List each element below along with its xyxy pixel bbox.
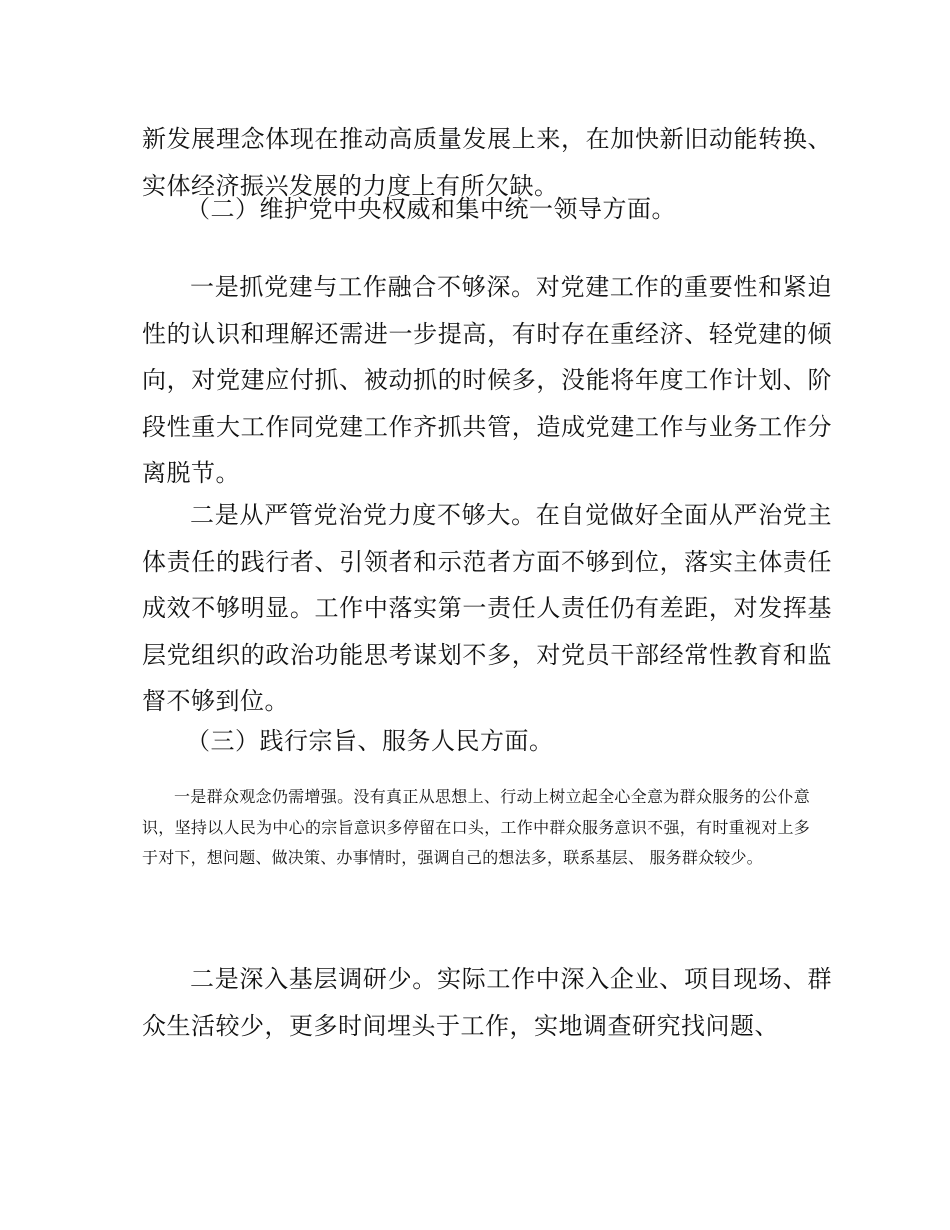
section-heading-3: （三）践行宗旨、服务人民方面。 <box>186 727 554 755</box>
paragraph-grassroots-research: 二是深入基层调研少。实际工作中深入企业、项目现场、群众生活较少，更多时间埋头于工作，实地调查研究找问题、 <box>142 965 832 1040</box>
paragraph-mass-concept: 一是群众观念仍需增强。没有真正从思想上、行动上树立起全心全意为群众服务的公仆意识，坚持以人民为中心的宗旨意识多停留在口头，工作中群众服务意识不强，有时重视对上多于对下，想问题、做决策、办事情时，强调自己的想法多，联系基层、 服务群众较少。 <box>142 787 810 867</box>
paragraph-strict-governance: 二是从严管党治党力度不够大。在自觉做好全面从严治党主体责任的践行者、引领者和示范者方面不够到位，落实主体责任成效不够明显。工作中落实第一责任人责任仍有差距，对发挥基层党组织的政治功能思考谋划不多，对党员干部经常性教育和监督不够到位。 <box>142 501 832 715</box>
paragraph-party-building: 一是抓党建与工作融合不够深。对党建工作的重要性和紧迫性的认识和理解还需进一步提高，有时存在重经济、轻党建的倾向，对党建应付抓、被动抓的时候多，没能将年度工作计划、阶段性重大工作同党建工作齐抓共管，造成党建工作与业务工作分离脱节。 <box>142 273 832 487</box>
section-heading-2: （二）维护党中央权威和集中统一领导方面。 <box>186 195 676 223</box>
paragraph-continuation: 新发展理念体现在推动高质量发展上来，在加快新旧动能转换、实体经济振兴发展的力度上有所欠缺。 <box>142 125 832 200</box>
